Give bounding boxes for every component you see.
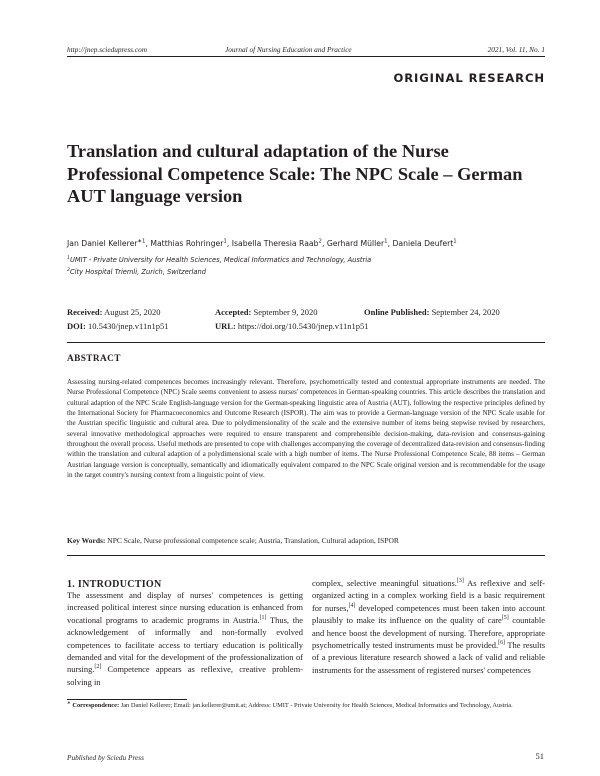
author-name: Isabella Theresia Raab [231, 239, 319, 248]
body-text: Competence appears as reflexive, creative problem-solving in [67, 664, 303, 687]
page-number: 51 [535, 751, 544, 761]
accepted-date [215, 307, 317, 317]
footnote-label: Correspondence: [72, 702, 120, 709]
keywords [67, 536, 545, 545]
affiliation-text: UMIT - Private University for Health Sciences, Medical Informatics and Technology, Austria [69, 256, 372, 264]
published-date [364, 307, 500, 317]
affiliation-num: 1 [67, 255, 70, 261]
affiliation-text: City Hospital Triemli, Zurich, Switzerland [69, 268, 206, 276]
body-text: developed competences must been taken into account plausibly to make its influence on the quality of care [312, 602, 545, 626]
published-value: September 24, 2020 [431, 307, 500, 317]
citation-ref[interactable]: [6] [498, 640, 506, 647]
url-label: URL: [215, 321, 236, 331]
received-label: Received: [67, 307, 103, 317]
header-rule [67, 56, 545, 57]
divider [67, 555, 545, 556]
body-text: The results of a previous literature research showed a lack of valid and reliable instruments for the assessment of registered nurses' competences [312, 640, 546, 675]
author-sup: 1 [223, 238, 227, 245]
article-url [215, 321, 368, 331]
correspondence-footnote [67, 699, 545, 711]
author-name: Jan Daniel Kellerer [67, 239, 138, 248]
affiliation-num: 2 [67, 267, 70, 273]
section-label: ORIGINAL RESEARCH [393, 71, 545, 85]
author-sup: 1 [453, 238, 457, 245]
body-text: countable and hence boost the development of nursing. Therefore, appropriate psychometrically tested instruments must be provided. [312, 615, 545, 651]
accepted-label: Accepted: [215, 307, 252, 317]
abstract-text: Assessing nursing-related competences becomes increasingly relevant. Therefore, psychometrically tested and contextual appropriate instruments are needed. The Nurse Professional Competence (NPC) Scale seems convenient to assess nurses' competences in German-speaking countries. This article describes the translation and cultural adaption of the NPC Scale English-language version for the German-speaking linguistic area of Austria (AUT), following the respective principles defined by the International Society for Pharmacoeconomics and Outcome Research (ISPOR). The aim was to provide a German-language version of the NPC Scale usable for the Austrian specific linguistic and cultural area. Due to polydimensionality of the scale and the extensive number of items being stepwise revised by researchers, several innovative methodological approaches were required to ensure transparent and comprehensible decision-making, data-revision and consensus-gaining throughout the overall process. Useful methods are presented to cope with challenges accompanying the coverage of decentralized data-revision and consensus-finding within the translation and cultural adaption of a polydimensional scale with a high number of items. The Nurse Professional Competence Scale, 88 items – German Austrian language version is conceptually, semantically and idiomatically equivalent compared to the NPC Scale original version and is recommendable for the usage in the target country's nursing context from a linguistic point of view. [67, 378, 545, 480]
header-journal: Journal of Nursing Education and Practice [225, 45, 352, 54]
body-text: Thus, the acknowledgement of informally and non-formally evolved competences to facilitate access to tertiary education is politically demanded and vital for the development of the professionalization of nursing. [67, 614, 303, 675]
author-list: Jan Daniel Kellerer$^{∗1}$, Matthias Rohringer$^1$, Isabella Theresia Raab$^2$, Gerhard Müller$^1$, Daniela Deufert$^1$ [67, 238, 457, 248]
divider [67, 342, 545, 343]
url-link[interactable]: https://doi.org/10.5430/jnep.v11n1p51 [237, 321, 369, 331]
doi-value[interactable]: 10.5430/jnep.v11n1p51 [88, 321, 169, 331]
header-issue: 2021, Vol. 11, No. 1 [487, 45, 545, 54]
footer-publisher: Published by Sciedu Press [67, 753, 144, 762]
received-date [67, 307, 161, 317]
doi [67, 321, 168, 331]
citation-ref[interactable]: [2] [94, 664, 102, 671]
author-name: Gerhard Müller [326, 239, 385, 248]
body-text: The assessment and display of nurses' competences is getting increased political interest since nursing education is enhanced from vocational programs to academic programs in Austria. [67, 590, 303, 625]
author-sup: ∗1 [137, 238, 146, 245]
author-sup: 1 [384, 238, 388, 245]
intro-heading: 1. INTRODUCTION [67, 579, 162, 590]
author-name: Matthias Rohringer [150, 239, 224, 248]
keywords-text: NPC Scale, Nurse professional competence scale; Austria, Translation, Cultural adaption, ISPOR [107, 536, 399, 545]
author-name: Daniela Deufert [392, 239, 454, 248]
intro-column-2 [312, 577, 545, 676]
citation-ref[interactable]: [5] [501, 615, 509, 622]
article-title: Translation and cultural adaptation of the Nurse Professional Competence Scale: The NPC Scale – German AUT language version [67, 141, 523, 206]
footnote-marker: ∗ [67, 699, 71, 705]
affiliation [67, 256, 371, 264]
body-text: As reflexive and self-organized acting in a complex working field is a basic requirement for nurses, [312, 578, 545, 613]
footnote-text: Jan Daniel Kellerer; Email: jan.kellerer@umit.at; Address: UMIT - Private University for Health Sciences, Medical Informatics and Technology, Austria. [119, 702, 513, 709]
intro-column-1 [67, 589, 303, 688]
affiliation [67, 268, 206, 276]
footnote-rule [67, 699, 187, 700]
body-text: complex, selective meaningful situations. [312, 578, 457, 588]
citation-ref[interactable]: [3] [456, 578, 464, 585]
published-label: Online Published: [364, 307, 430, 317]
doi-label: DOI: [67, 321, 86, 331]
accepted-value: September 9, 2020 [253, 307, 318, 317]
received-value: August 25, 2020 [104, 307, 161, 317]
author-sup: 2 [318, 238, 322, 245]
header-url[interactable]: http://jnep.sciedupress.com [67, 45, 147, 54]
abstract-heading: ABSTRACT [67, 354, 121, 364]
citation-ref[interactable]: [4] [348, 603, 356, 609]
citation-ref[interactable]: [1] [259, 615, 267, 621]
keywords-label: Key Words: [67, 536, 106, 545]
